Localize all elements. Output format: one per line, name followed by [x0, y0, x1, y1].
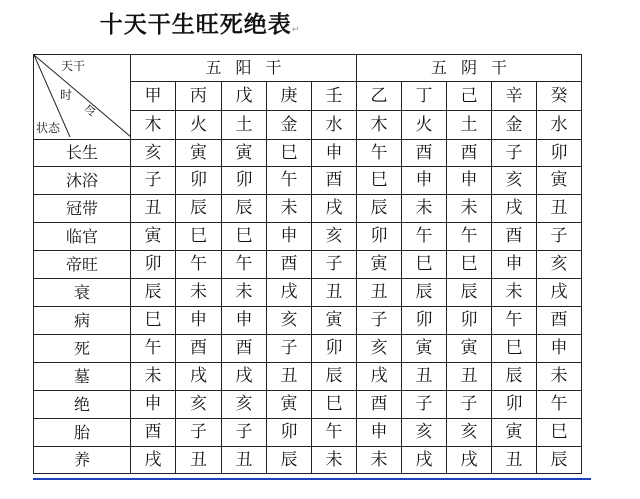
state-label-cell: 衰 [34, 279, 131, 307]
branch-cell: 戌 [267, 279, 312, 307]
branch-cell: 未 [402, 195, 447, 223]
table-row [34, 195, 582, 223]
branch-cell: 亥 [222, 391, 267, 419]
branch-cell: 寅 [402, 335, 447, 363]
corner-label-season-2: 令 [84, 104, 97, 118]
branch-cell: 巳 [176, 223, 222, 251]
element-header-cell: 金 [267, 111, 312, 140]
table-row [34, 223, 582, 251]
branch-cell: 亥 [267, 307, 312, 335]
branch-cell: 酉 [447, 140, 492, 167]
table-row [34, 447, 582, 474]
branch-cell: 丑 [447, 363, 492, 391]
branch-cell: 午 [402, 223, 447, 251]
stem-header-cell: 辛 [492, 82, 537, 111]
table-row [34, 307, 582, 335]
state-label-cell: 死 [34, 335, 131, 363]
branch-cell: 戌 [447, 447, 492, 474]
branch-cell: 丑 [267, 363, 312, 391]
branch-cell: 寅 [176, 140, 222, 167]
branch-cell: 未 [267, 195, 312, 223]
branch-cell: 巳 [131, 307, 176, 335]
branch-cell: 卯 [312, 335, 357, 363]
branch-cell: 戌 [131, 447, 176, 474]
table-row [34, 167, 582, 195]
corner-label-state: 状态 [36, 121, 61, 135]
state-label-cell: 病 [34, 307, 131, 335]
branch-cell: 辰 [131, 279, 176, 307]
branch-cell: 子 [222, 419, 267, 447]
corner-label-season-1: 时 [60, 88, 73, 102]
stem-header-cell: 癸 [537, 82, 582, 111]
branch-cell: 酉 [537, 307, 582, 335]
branch-cell: 丑 [176, 447, 222, 474]
branch-cell: 亥 [131, 140, 176, 167]
element-header-cell: 火 [176, 111, 222, 140]
element-header-cell: 土 [447, 111, 492, 140]
branch-cell: 辰 [402, 279, 447, 307]
branch-cell: 未 [131, 363, 176, 391]
branch-cell: 申 [447, 167, 492, 195]
table-row [34, 140, 582, 167]
state-label-cell: 绝 [34, 391, 131, 419]
branch-cell: 酉 [492, 223, 537, 251]
branch-cell: 辰 [176, 195, 222, 223]
branch-cell: 亥 [176, 391, 222, 419]
branch-cell: 申 [312, 140, 357, 167]
branch-cell: 午 [447, 223, 492, 251]
branch-cell: 亥 [492, 167, 537, 195]
branch-cell: 辰 [222, 195, 267, 223]
branch-cell: 申 [176, 307, 222, 335]
stem-header-cell: 甲 [131, 82, 176, 111]
stem-header-cell: 戊 [222, 82, 267, 111]
branch-cell: 亥 [447, 419, 492, 447]
state-label-cell: 长生 [34, 140, 131, 167]
branch-cell: 寅 [267, 391, 312, 419]
branch-cell: 午 [267, 167, 312, 195]
branch-cell: 午 [537, 391, 582, 419]
branch-cell: 辰 [447, 279, 492, 307]
branch-cell: 子 [447, 391, 492, 419]
branch-cell: 午 [357, 140, 402, 167]
branch-cell: 未 [222, 279, 267, 307]
branch-cell: 卯 [267, 419, 312, 447]
branch-cell: 亥 [537, 251, 582, 279]
state-label-cell: 临官 [34, 223, 131, 251]
branch-cell: 卯 [222, 167, 267, 195]
branch-cell: 未 [447, 195, 492, 223]
branch-cell: 寅 [537, 167, 582, 195]
branch-cell: 巳 [537, 419, 582, 447]
branch-cell: 亥 [312, 223, 357, 251]
table-row [34, 251, 582, 279]
branch-cell: 酉 [312, 167, 357, 195]
branch-cell: 子 [131, 167, 176, 195]
branch-cell: 午 [176, 251, 222, 279]
branch-cell: 丑 [131, 195, 176, 223]
table-corner [34, 55, 131, 140]
branch-cell: 子 [312, 251, 357, 279]
branch-cell: 丑 [537, 195, 582, 223]
branch-cell: 戌 [492, 195, 537, 223]
branch-cell: 未 [176, 279, 222, 307]
branch-cell: 子 [402, 391, 447, 419]
table-row [34, 279, 582, 307]
branch-cell: 巳 [492, 335, 537, 363]
state-label-cell: 墓 [34, 363, 131, 391]
stem-header-cell: 壬 [312, 82, 357, 111]
stem-header-cell: 庚 [267, 82, 312, 111]
branch-cell: 卯 [492, 391, 537, 419]
yang-stems-group-header: 五阳干 [131, 55, 357, 82]
branch-cell: 酉 [402, 140, 447, 167]
state-label-cell: 胎 [34, 419, 131, 447]
branch-cell: 午 [492, 307, 537, 335]
branch-cell: 亥 [402, 419, 447, 447]
paragraph-mark: ↵ [291, 25, 301, 35]
branch-cell: 子 [537, 223, 582, 251]
table-row [34, 335, 582, 363]
group-header-row [34, 55, 582, 82]
branch-cell: 卯 [447, 307, 492, 335]
element-header-cell: 木 [357, 111, 402, 140]
branch-cell: 戌 [222, 363, 267, 391]
corner-label-stem: 天干 [61, 59, 86, 73]
branch-cell: 辰 [357, 195, 402, 223]
branch-cell: 丑 [312, 279, 357, 307]
element-header-cell: 木 [131, 111, 176, 140]
branch-cell: 辰 [492, 363, 537, 391]
stem-header-cell: 丙 [176, 82, 222, 111]
stem-header-cell: 乙 [357, 82, 402, 111]
branch-cell: 申 [537, 335, 582, 363]
branch-cell: 午 [131, 335, 176, 363]
stems-state-table [33, 54, 582, 474]
branch-cell: 申 [492, 251, 537, 279]
yin-stems-group-header: 五阴干 [357, 55, 582, 82]
branch-cell: 酉 [222, 335, 267, 363]
branch-cell: 丑 [222, 447, 267, 474]
branch-cell: 戌 [537, 279, 582, 307]
branch-cell: 寅 [357, 251, 402, 279]
branch-cell: 申 [402, 167, 447, 195]
branch-cell: 子 [176, 419, 222, 447]
branch-cell: 卯 [131, 251, 176, 279]
branch-cell: 寅 [492, 419, 537, 447]
branch-cell: 辰 [267, 447, 312, 474]
branch-cell: 巳 [312, 391, 357, 419]
state-label-cell: 帝旺 [34, 251, 131, 279]
branch-cell: 未 [492, 279, 537, 307]
branch-cell: 巳 [357, 167, 402, 195]
branch-cell: 申 [267, 223, 312, 251]
table-row [34, 419, 582, 447]
branch-cell: 申 [222, 307, 267, 335]
branch-cell: 丑 [357, 279, 402, 307]
table-row [34, 363, 582, 391]
branch-cell: 寅 [222, 140, 267, 167]
stem-header-cell: 丁 [402, 82, 447, 111]
branch-cell: 未 [357, 447, 402, 474]
branch-cell: 未 [312, 447, 357, 474]
branch-cell: 寅 [131, 223, 176, 251]
element-header-cell: 水 [312, 111, 357, 140]
branch-cell: 子 [492, 140, 537, 167]
branch-cell: 巳 [222, 223, 267, 251]
branch-cell: 卯 [357, 223, 402, 251]
branch-cell: 巳 [447, 251, 492, 279]
branch-cell: 巳 [402, 251, 447, 279]
branch-cell: 申 [357, 419, 402, 447]
branch-cell: 酉 [176, 335, 222, 363]
branch-cell: 子 [267, 335, 312, 363]
branch-cell: 戌 [312, 195, 357, 223]
branch-cell: 辰 [537, 447, 582, 474]
stem-header-cell: 己 [447, 82, 492, 111]
branch-cell: 酉 [131, 419, 176, 447]
branch-cell: 卯 [176, 167, 222, 195]
state-label-cell: 养 [34, 447, 131, 474]
branch-cell: 戌 [402, 447, 447, 474]
branch-cell: 子 [357, 307, 402, 335]
branch-cell: 未 [537, 363, 582, 391]
branch-cell: 申 [131, 391, 176, 419]
page-title [0, 6, 400, 39]
branch-cell: 寅 [312, 307, 357, 335]
branch-cell: 午 [222, 251, 267, 279]
branch-cell: 午 [312, 419, 357, 447]
bottom-rule [33, 478, 591, 480]
branch-cell: 丑 [402, 363, 447, 391]
branch-cell: 戌 [357, 363, 402, 391]
branch-cell: 卯 [537, 140, 582, 167]
branch-cell: 酉 [357, 391, 402, 419]
branch-cell: 卯 [402, 307, 447, 335]
branch-cell: 寅 [447, 335, 492, 363]
branch-cell: 亥 [357, 335, 402, 363]
element-header-cell: 火 [402, 111, 447, 140]
title-text: 十天干生旺死绝表 [99, 12, 292, 38]
branch-cell: 戌 [176, 363, 222, 391]
element-header-cell: 土 [222, 111, 267, 140]
table-row [34, 391, 582, 419]
branch-cell: 辰 [312, 363, 357, 391]
element-header-cell: 金 [492, 111, 537, 140]
branch-cell: 酉 [267, 251, 312, 279]
branch-cell: 巳 [267, 140, 312, 167]
state-label-cell: 冠带 [34, 195, 131, 223]
state-label-cell: 沐浴 [34, 167, 131, 195]
branch-cell: 丑 [492, 447, 537, 474]
element-header-cell: 水 [537, 111, 582, 140]
